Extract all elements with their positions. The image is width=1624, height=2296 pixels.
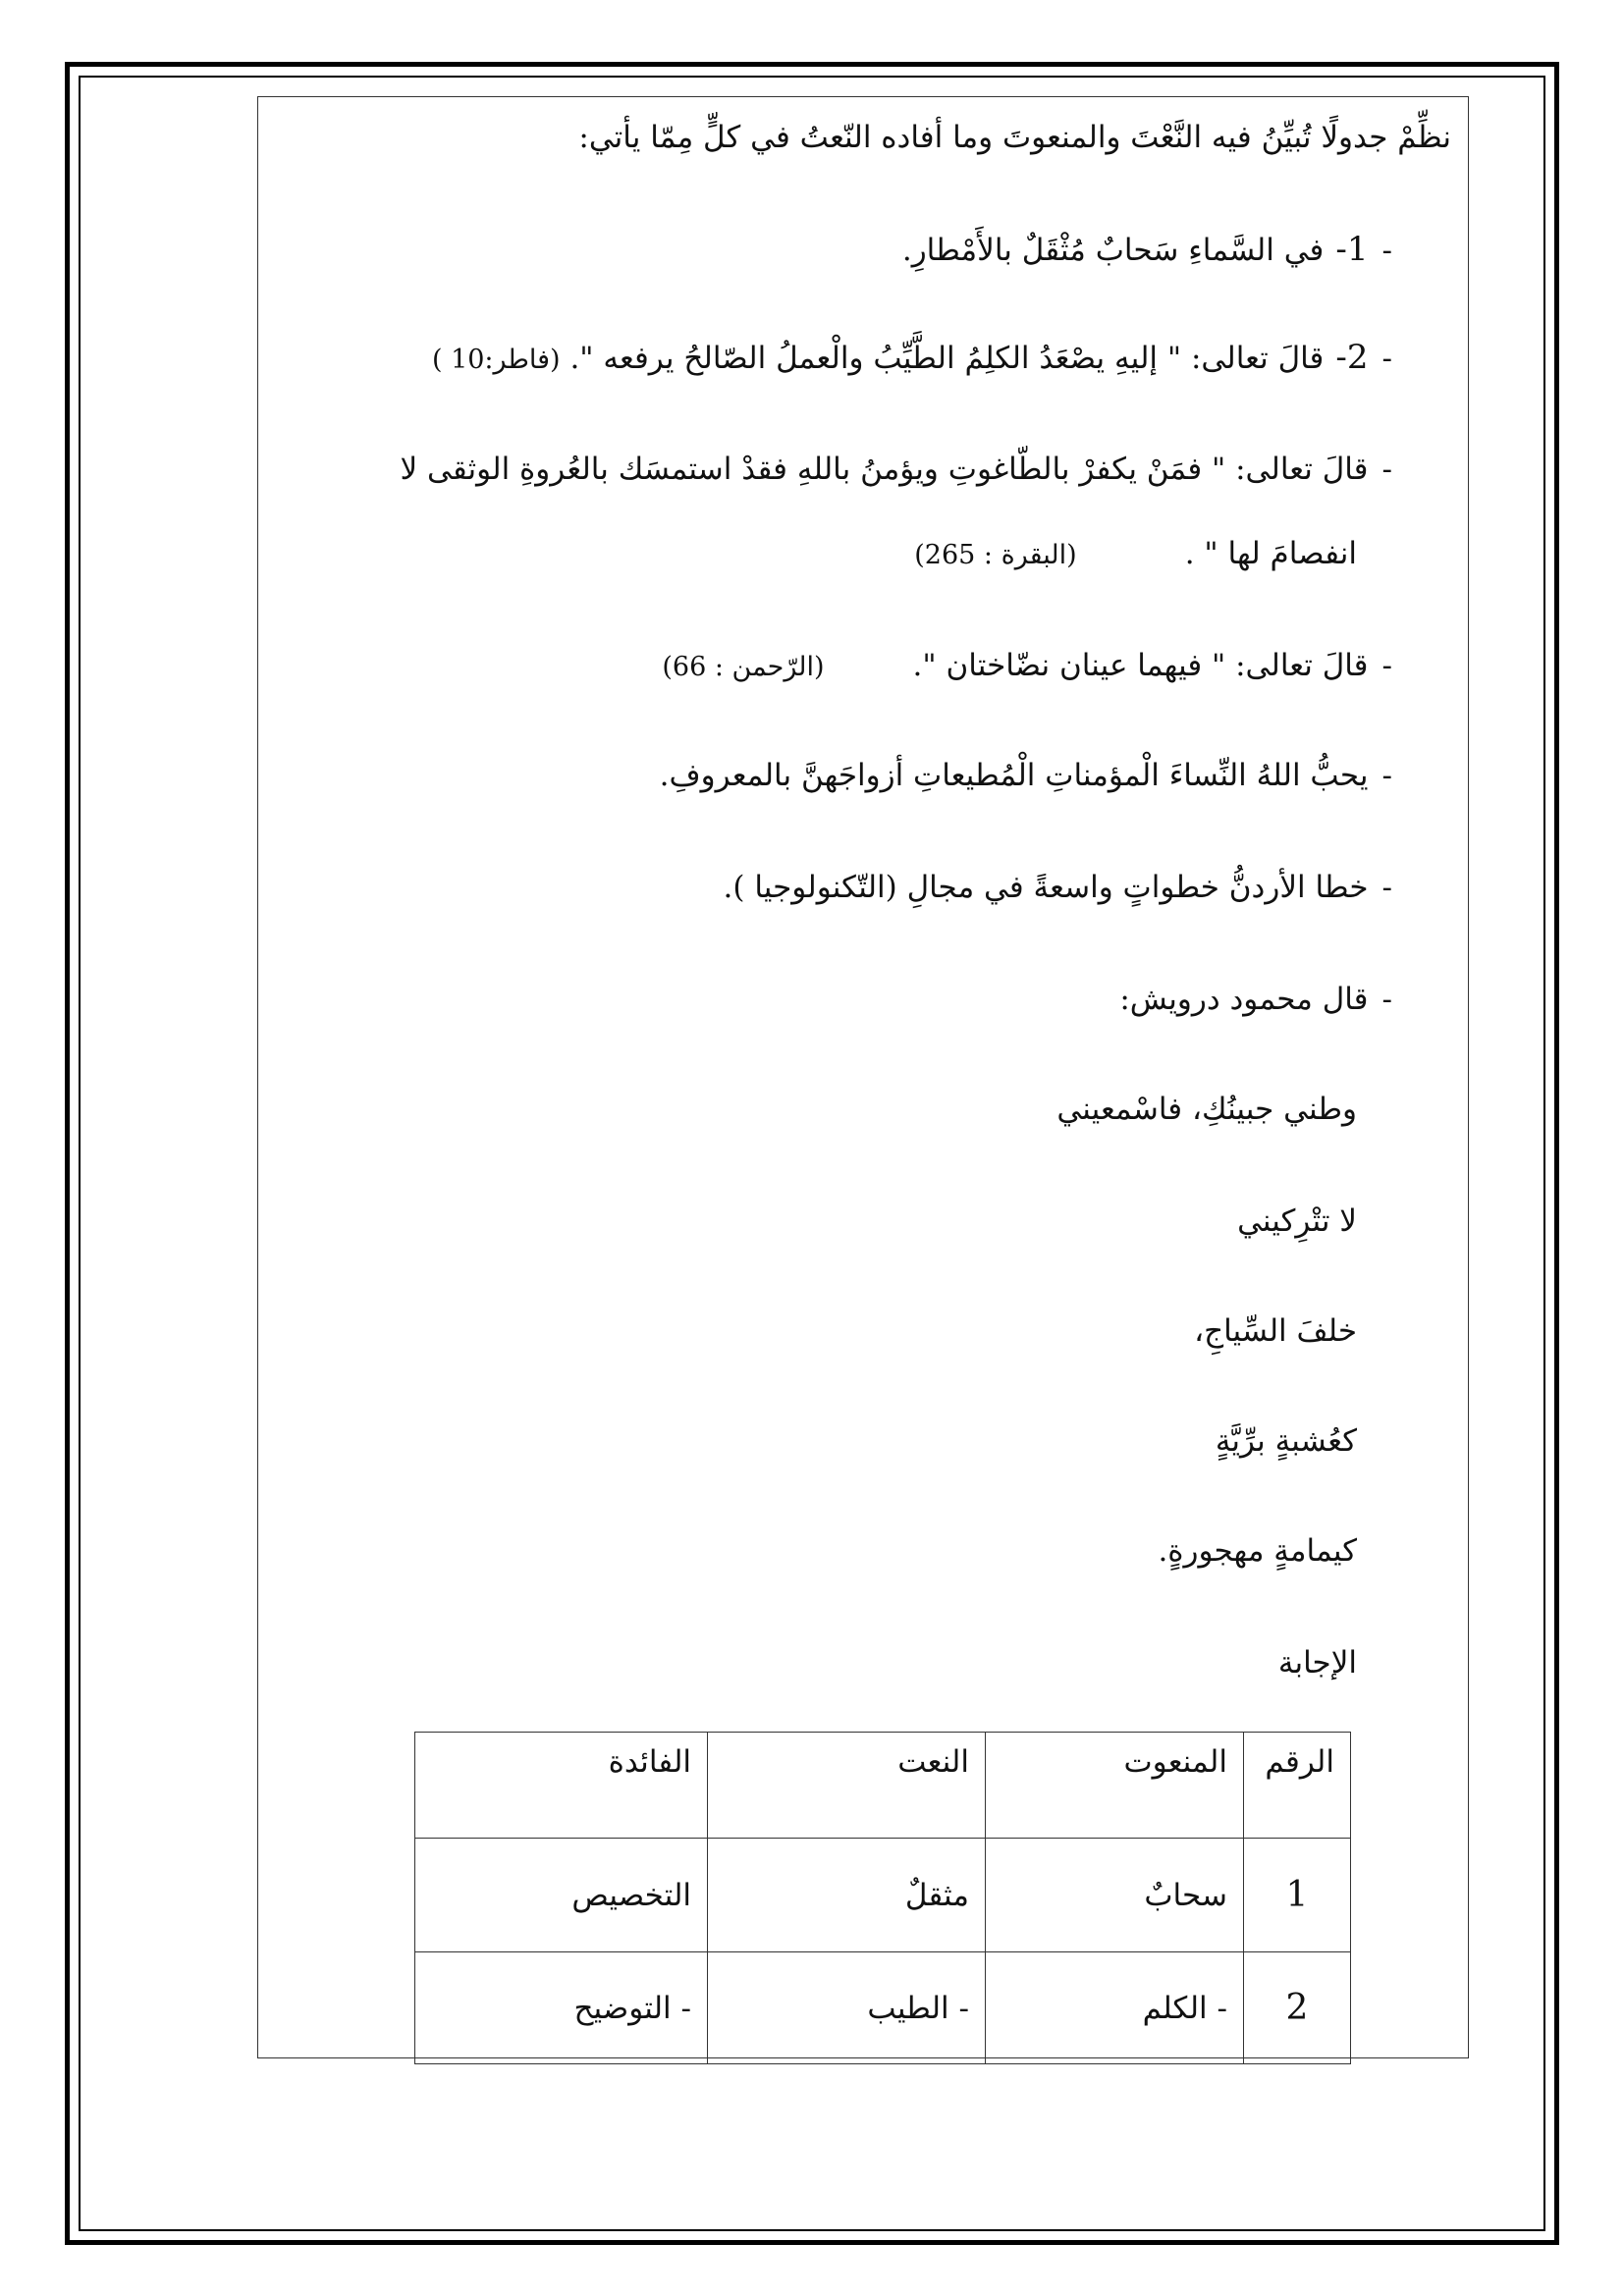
item-text: خطا الأردنُّ خطواتٍ واسعةً في مجالِ (التّكنولوجيا ). xyxy=(723,870,1369,905)
item-text: في السَّماءِ سَحابٌ مُثْقَلٌ بالأَمْطارِ. xyxy=(901,233,1325,268)
cell-number: 2 xyxy=(1244,1952,1351,2064)
item-1 xyxy=(902,228,1392,272)
cell-described: - الكلم xyxy=(986,1952,1244,2064)
poem-line: كيمامةٍ مهجورةٍ. xyxy=(1158,1533,1357,1569)
item-2 xyxy=(432,336,1392,382)
table-row xyxy=(415,1839,1351,1952)
cell-benefit: - التوضيح xyxy=(415,1952,708,2064)
cell-described: سحابٌ xyxy=(986,1839,1244,1952)
header-adjective: النعت xyxy=(708,1733,986,1839)
item-dash: - xyxy=(1381,758,1392,793)
header-described: المنعوت xyxy=(986,1733,1244,1839)
item-5 xyxy=(660,754,1392,797)
cell-adjective: - الطيب xyxy=(708,1952,986,2064)
item-text: انفصامَ لها " . xyxy=(1184,536,1357,571)
item-dash: - xyxy=(1381,233,1392,268)
header-benefit: الفائدة xyxy=(415,1733,708,1839)
table-row xyxy=(415,1952,1351,2064)
item-dash: - xyxy=(1381,648,1392,683)
quran-reference: (فاطر:10 ) xyxy=(431,345,561,375)
poem-line: لا تتْرِكيني xyxy=(1237,1203,1357,1239)
item-text: قالَ تعالى: " فيهما عينان نضّاختان ". xyxy=(912,648,1369,683)
item-number: 2- xyxy=(1335,338,1369,377)
item-number: 1- xyxy=(1335,230,1369,269)
answer-label: الإجابة xyxy=(1277,1645,1357,1681)
item-3-continued xyxy=(914,532,1357,577)
cell-benefit: التخصيص xyxy=(415,1839,708,1952)
item-4 xyxy=(662,644,1392,689)
answer-table xyxy=(414,1732,1351,2064)
cell-number: 1 xyxy=(1244,1839,1351,1952)
item-text: قالَ تعالى: " إليهِ يصْعَدُ الكلِمُ الطَّيِّبُ والْعملُ الصّالحُ يرفعه ". xyxy=(569,341,1325,376)
poem-line: كعُشبةٍ برِّيَّةٍ xyxy=(1215,1423,1357,1459)
item-text: قال محمود درويش: xyxy=(1119,982,1369,1017)
item-dash: - xyxy=(1381,341,1392,376)
item-dash: - xyxy=(1381,982,1392,1017)
header-number: الرقم xyxy=(1244,1733,1351,1839)
item-3 xyxy=(400,448,1392,491)
poem-line: خلفَ السِّياجِ، xyxy=(1194,1313,1357,1349)
item-dash: - xyxy=(1381,452,1392,487)
item-text: يحبُّ اللهُ النِّساءَ الْمؤمناتِ الْمُطيعاتِ أزواجَهنَّ بالمعروفِ. xyxy=(659,758,1369,793)
item-6 xyxy=(724,866,1392,909)
item-text: قالَ تعالى: " فمَنْ يكفرْ بالطّاغوتِ ويؤمنُ باللهِ فقدْ استمسَك بالعُروةِ الوثقى لا xyxy=(400,452,1369,487)
instruction-heading: نظِّمْ جدولًا تُبيِّنُ فيه النَّعْتَ والمنعوتَ وما أفاده النّعتُ في كلٍّ مِمّا يأتي: xyxy=(578,120,1451,155)
item-dash: - xyxy=(1381,870,1392,905)
quran-reference: (البقرة : 265) xyxy=(914,540,1077,570)
cell-adjective: مثقلٌ xyxy=(708,1839,986,1952)
quran-reference: (الرّحمن : 66) xyxy=(662,652,825,682)
item-7 xyxy=(1119,978,1392,1021)
table-header-row xyxy=(415,1733,1351,1839)
poem-line: وطني جبينُكِ، فاسْمعيني xyxy=(1056,1092,1357,1127)
